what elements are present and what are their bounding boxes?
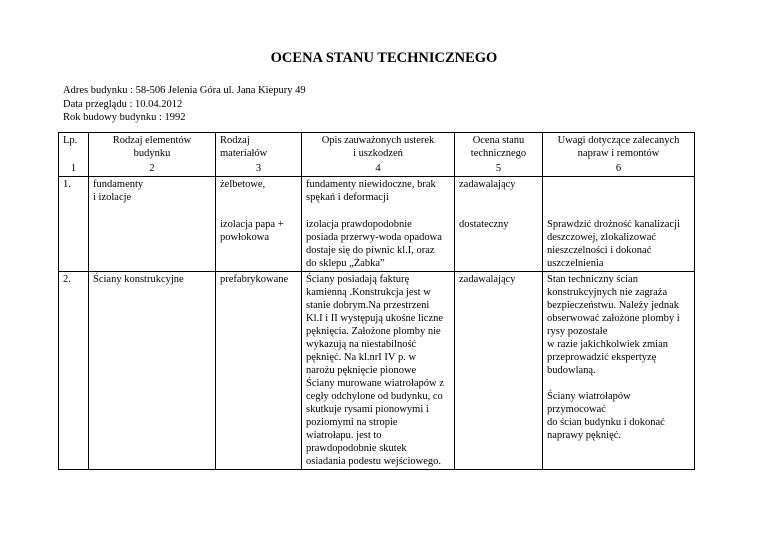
row-material: izolacja papa + powłokowa: [216, 217, 302, 272]
notes-spacer: [547, 377, 690, 390]
row-notes: [543, 272, 695, 470]
address-line: Adres budynku : 58-506 Jelenia Góra ul. Jana Kiepury 49: [63, 85, 306, 96]
row-rating: zadawalający: [455, 272, 543, 470]
condition-table: [58, 132, 695, 470]
row-description: Ściany posiadają fakturę kamienną .Konstrukcja jest w stanie dobrym.Na przestrzeni Kl.I i II występują ukośne liczne pęknięcia. Założone plomby nie wykazują na niestabilność pęknięć. Na kl.nrI IV p. w narożu pęknięcie pionowe Ściany murowane wiatrołapów z cegły odchylone od budynku, co skutkuje rysami pionowymi i poziomymi na stropie wiatrołapu. jest to prawdopodobnie skutek osiadania podestu wejściowego.: [302, 272, 455, 470]
column-number: 1: [59, 161, 89, 177]
header-lp: Lp.: [59, 133, 89, 162]
row-lp: 1.: [59, 177, 89, 218]
row-element: fundamenty i izolacje: [89, 177, 216, 218]
row-notes-additional: Ściany wiatrołapów przymocować do ścian budynku i dokonać naprawy pęknięć.: [547, 391, 665, 441]
table-row: [59, 177, 695, 218]
header-material-type: Rodzaj materiałów: [216, 133, 302, 162]
row-rating: zadawalający: [455, 177, 543, 218]
row-material: żelbetowe,: [216, 177, 302, 218]
document-title: OCENA STANU TECHNICZNEGO: [270, 50, 498, 66]
row-rating: dostateczny: [455, 217, 543, 272]
column-number: 2: [89, 161, 216, 177]
build-year-line: Rok budowy budynku : 1992: [63, 112, 186, 123]
row-material: prefabrykowane: [216, 272, 302, 470]
row-notes-main: Stan techniczny ścian konstrukcyjnych nie zagraża bezpieczeństwu. Należy jednak obserwować założone plomby i rysy pozostałe w razie jakichkolwiek zmian przeprowadzić ekspertyzę budowlaną.: [547, 274, 680, 376]
table-header-row: [59, 133, 695, 162]
row-notes: [543, 177, 695, 218]
column-number: 3: [216, 161, 302, 177]
row-element: Ściany konstrukcyjne: [89, 272, 216, 470]
row-notes: Sprawdzić drożność kanalizacji deszczowej, zlokalizować nieszczelności i dokonać uszczelnienia: [543, 217, 695, 272]
column-number: 4: [302, 161, 455, 177]
header-element-type: Rodzaj elementów budynku: [89, 133, 216, 162]
row-element: [89, 217, 216, 272]
building-info: [63, 84, 306, 125]
row-description: izolacja prawdopodobnie posiada przerwy-woda opadowa dostaje się do piwnic kl.I, oraz do sklepu „Żabka”: [302, 217, 455, 272]
column-number: 6: [543, 161, 695, 177]
column-number-row: [59, 161, 695, 177]
row-lp: [59, 217, 89, 272]
inspection-date-line: Data przeglądu : 10.04.2012: [63, 98, 183, 110]
header-repair-notes: Uwagi dotyczące zalecanych napraw i remontów: [543, 133, 695, 162]
row-lp: 2.: [59, 272, 89, 470]
header-condition-rating: Ocena stanu technicznego: [455, 133, 543, 162]
table-row: [59, 272, 695, 470]
row-description: fundamenty niewidoczne, brak spękań i deformacji: [302, 177, 455, 218]
column-number: 5: [455, 161, 543, 177]
header-defects-description: Opis zauważonych usterek i uszkodzeń: [302, 133, 455, 162]
table-row: [59, 217, 695, 272]
